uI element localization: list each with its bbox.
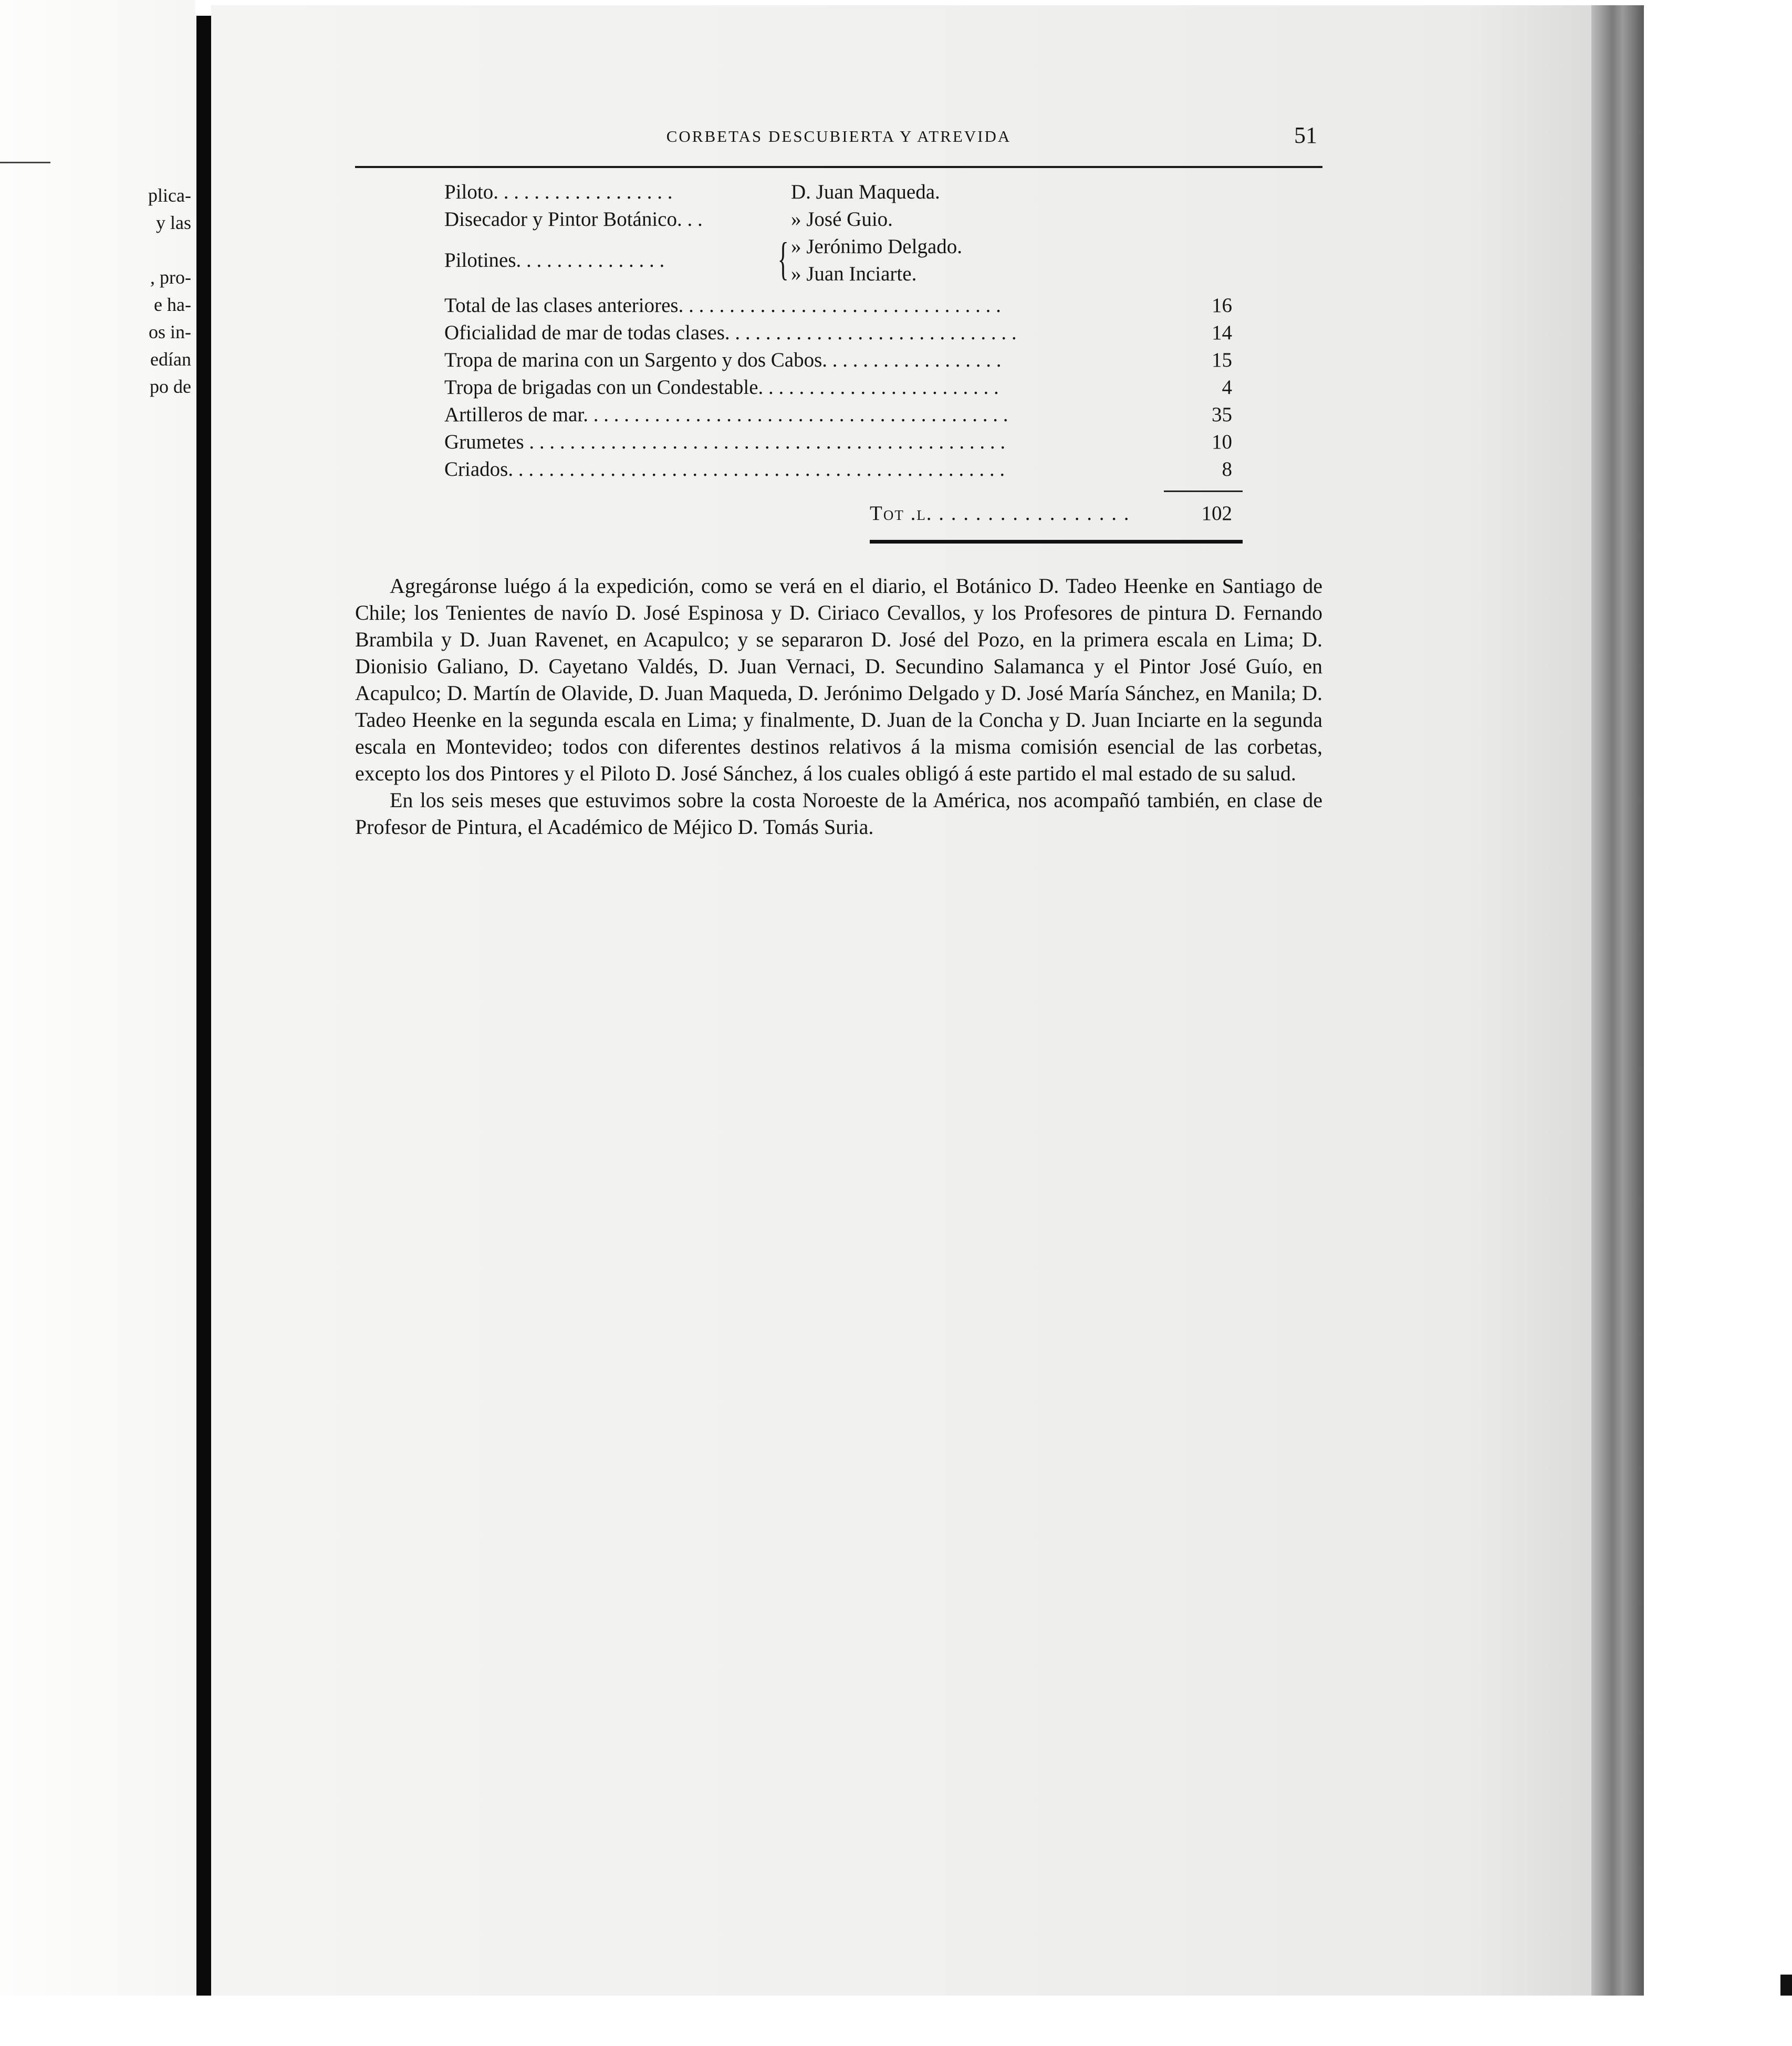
tally-value: 15 <box>1212 349 1232 371</box>
left-page-text-fragment: y las <box>156 212 191 233</box>
grouping-brace: { <box>777 234 789 285</box>
tally-value: 4 <box>1222 376 1232 399</box>
tally-row <box>444 401 1232 429</box>
left-page-text-fragment: e ha- <box>154 294 191 315</box>
person-name: » José Guio. <box>791 208 893 231</box>
tally-value: 16 <box>1212 294 1232 317</box>
sum-rule <box>1164 490 1243 492</box>
page-stack-edge <box>1591 5 1644 2001</box>
tally-value: 10 <box>1212 431 1232 453</box>
left-facing-page <box>0 0 195 1996</box>
book-spine-gutter <box>196 16 211 2032</box>
tally-label: Total de las clases anteriores. . . . . . . . . . . . . . . . . . . . . . . . . . . . . . . . <box>444 294 1001 317</box>
tally-row <box>444 374 1232 401</box>
narrative-paragraph: En los seis meses que estuvimos sobre la costa Noroeste de la América, nos acompañó también, en clase de Profesor de Pintura, el Académico de Méjico D. Tomás Suria. <box>355 788 1322 839</box>
tally-row <box>444 292 1232 319</box>
person-name: » Jerónimo Delgado. <box>791 235 963 258</box>
left-page-rule <box>0 162 50 163</box>
roster-person-row <box>444 249 1306 288</box>
left-page-text-fragment: edían <box>150 349 191 370</box>
roster-person-row <box>444 206 1306 233</box>
tally-value: 35 <box>1212 403 1232 426</box>
person-name: D. Juan Maqueda. <box>791 181 940 203</box>
left-page-text-fragment: os in- <box>149 321 191 342</box>
tally-label: Artilleros de mar. . . . . . . . . . . . . . . . . . . . . . . . . . . . . . . . . . . . . . . . . . <box>444 403 1008 426</box>
tally-label: Criados. . . . . . . . . . . . . . . . . . . . . . . . . . . . . . . . . . . . . . . . . . . . . . . . . <box>444 458 1005 481</box>
tally-label: Tropa de brigadas con un Condestable. . . . . . . . . . . . . . . . . . . . . . . . <box>444 376 999 399</box>
tally-row <box>444 347 1232 374</box>
total-underline <box>870 540 1243 544</box>
narrative-text <box>355 572 1322 840</box>
scan-margin <box>1644 21 1792 2046</box>
tally-label: Tropa de marina con un Sargento y dos Cabos. . . . . . . . . . . . . . . . . . <box>444 349 1002 371</box>
running-head <box>355 124 1322 168</box>
total-value: 102 <box>1201 502 1232 525</box>
tally-value: 8 <box>1222 458 1232 481</box>
left-page-text-fragment: po de <box>150 376 191 397</box>
running-title: CORBETAS DESCUBIERTA Y ATREVIDA <box>666 127 1012 145</box>
person-role: Piloto. . . . . . . . . . . . . . . . . . <box>444 181 673 203</box>
left-page-text-fragment: , pro- <box>150 267 191 288</box>
person-role: Disecador y Pintor Botánico. . . <box>444 208 703 231</box>
tally-row <box>444 456 1232 483</box>
page-number: 51 <box>1294 122 1317 148</box>
tally-row <box>444 319 1232 347</box>
scan-bottom-margin <box>0 1996 1792 2046</box>
narrative-paragraph: Agregáronse luégo á la expedición, como se verá en el diario, el Botánico D. Tadeo Heenke en Santiago de Chile; los Tenientes de navío D. José Espinosa y D. Ciriaco Cevallos, y los Profesores de pintura D. Fernando Brambila y D. Juan Ravenet, en Acapulco; y se separaron D. José del Pozo, en la primera escala en Lima; D. Dionisio Galiano, D. Cayetano Valdés, D. Juan Vernaci, D. Secundino Salamanca y el Pintor José Guío, en Acapulco; D. Martín de Olavide, D. Juan Maqueda, D. Jerónimo Delgado y D. José María Sánchez, en Manila; D. Tadeo Heenke en la segunda escala en Lima; y finalmente, D. Juan de la Concha y D. Juan Inciarte en la segunda escala en Montevideo; todos con diferentes destinos relativos á la misma comisión esencial de las corbetas, excepto los dos Pintores y el Piloto D. José Sánchez, á los cuales obligó á este partido el mal estado de su salud. <box>355 574 1322 785</box>
tally-label: Grumetes . . . . . . . . . . . . . . . . . . . . . . . . . . . . . . . . . . . . . . . . . . . . . . . <box>444 431 1006 453</box>
tally-row <box>444 429 1232 456</box>
person-role: Pilotines. . . . . . . . . . . . . . . <box>444 249 665 272</box>
roster-person-row <box>444 179 1306 206</box>
total-row <box>870 500 1232 529</box>
left-page-text-fragment: plica- <box>148 185 191 206</box>
person-name: » Juan Inciarte. <box>791 263 917 285</box>
total-label: Tot .l. . . . . . . . . . . . . . . . . <box>870 502 1130 525</box>
tally-value: 14 <box>1212 321 1232 344</box>
tally-label: Oficialidad de mar de todas clases. . . . . . . . . . . . . . . . . . . . . . . . . . . . . <box>444 321 1017 344</box>
